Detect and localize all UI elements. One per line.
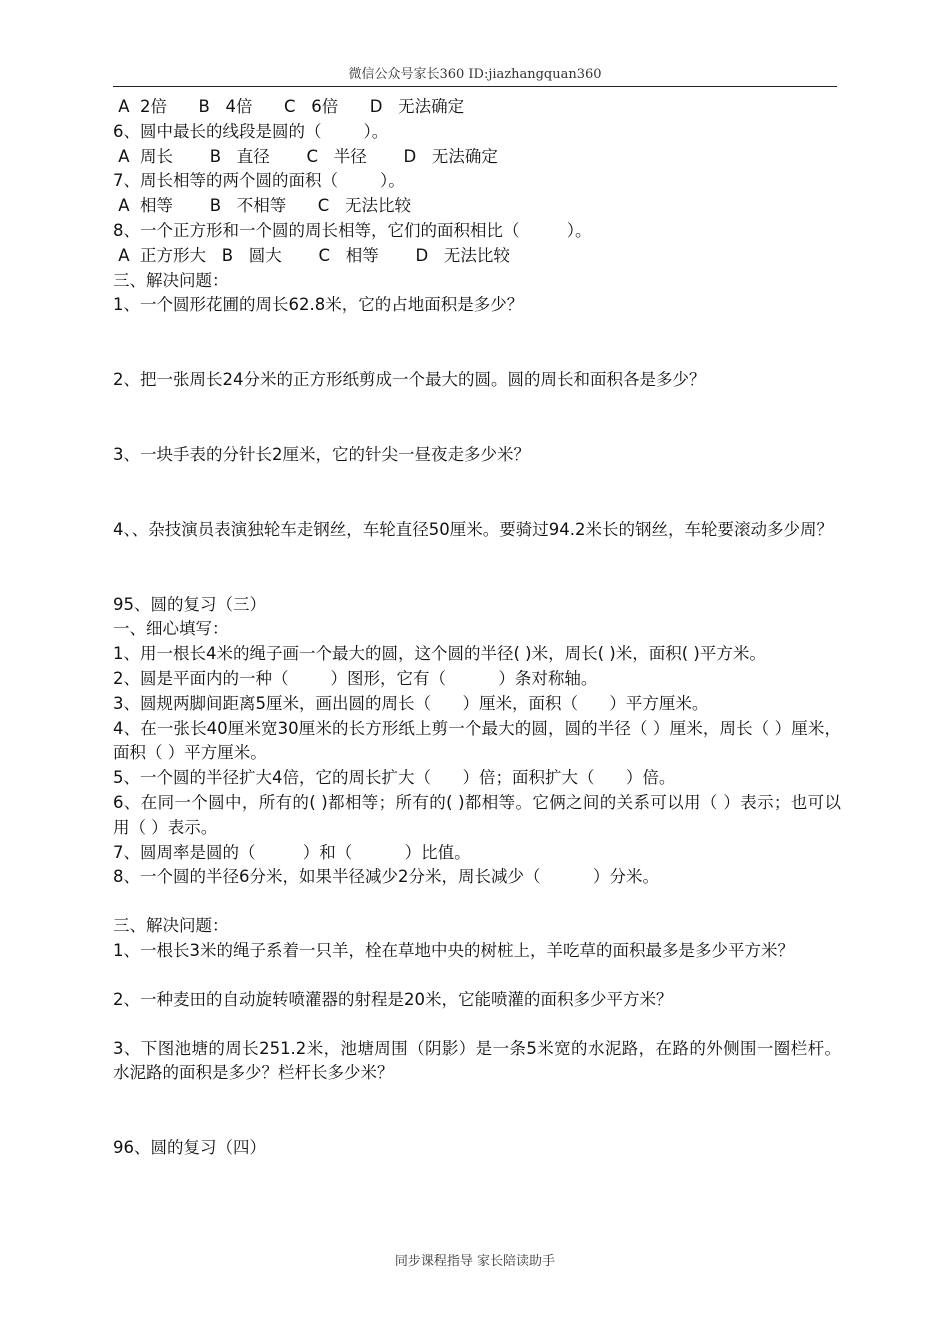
problem-4: 4、、杂技演员表演独轮车走钢丝，车轮直径50厘米。要骑过94.2米长的钢丝，车轮要滚动多少周？ xyxy=(113,519,833,539)
page-header: 微信公众号家长360 ID:jiazhangquan360 xyxy=(348,67,602,82)
section-95-title: 95、圆的复习（三） xyxy=(113,594,266,614)
problem-1: 1、一个圆形花圃的周长62.8米，它的占地面积是多少？ xyxy=(113,295,524,315)
question-8: 8、一个正方形和一个圆的周长相等，它们的面积相比（ ）。 xyxy=(113,220,592,240)
page-footer: 同步课程指导 家长陪读助手 xyxy=(394,1254,556,1269)
fill-item-4: 4、在一张长40厘米宽30厘米的长方形纸上剪一个最大的圆，圆的半径（ ）厘米，周长（ ）厘米，面积（ ）平方厘米。 xyxy=(113,718,841,763)
fill-item-5: 5、一个圆的半径扩大4倍，它的周长扩大（ ）倍；面积扩大（ ）倍。 xyxy=(113,768,676,788)
choice-options-7: A 相等 B 不相等 C 无法比较 xyxy=(113,196,412,216)
question-6: 6、圆中最长的线段是圆的（ ）。 xyxy=(113,121,389,141)
solve-item-2: 2、一种麦田的自动旋转喷灌器的射程是20米，它能喷灌的面积多少平方米？ xyxy=(113,989,673,1009)
choice-options-5: A 2倍 B 4倍 C 6倍 D 无法确定 xyxy=(113,97,465,116)
solve-item-3: 3、下图池塘的周长251.2米，池塘周围（阴影）是一条5米宽的水泥路，在路的外侧围一圈栏杆。水泥路的面积是多少？栏杆长多少米？ xyxy=(113,1038,841,1083)
fill-item-1: 1、用一根长4米的绳子画一个最大的圆，这个圆的半径( )米，周长( )米，面积( )平方米。 xyxy=(113,644,766,664)
fill-heading: 一、细心填写： xyxy=(113,619,229,639)
section-heading-solve: 三、解决问题： xyxy=(113,270,229,290)
document-body xyxy=(113,95,841,1161)
fill-item-2: 2、圆是平面内的一种（ ）图形，它有（ ）条对称轴。 xyxy=(113,668,598,688)
choice-options-6: A 周长 B 直径 C 半径 D 无法确定 xyxy=(113,146,498,166)
header-rule xyxy=(113,86,837,87)
fill-item-7: 7、圆周率是圆的（ ）和（ ）比值。 xyxy=(113,842,471,862)
problem-2: 2、把一张周长24分米的正方形纸剪成一个最大的圆。圆的周长和面积各是多少？ xyxy=(113,370,706,390)
solve-heading: 三、解决问题： xyxy=(113,916,229,936)
fill-item-3: 3、圆规两脚间距离5厘米，画出圆的周长（ ）厘米，面积（ ）平方厘米。 xyxy=(113,693,709,713)
section-96-title: 96、圆的复习（四） xyxy=(113,1138,266,1158)
solve-item-1: 1、一根长3米的绳子系着一只羊，栓在草地中央的树桩上，羊吃草的面积最多是多少平方米？ xyxy=(113,940,794,960)
fill-item-8: 8、一个圆的半径6分米，如果半径减少2分米，周长减少（ ）分米。 xyxy=(113,867,659,887)
problem-3: 3、一块手表的分针长2厘米，它的针尖一昼夜走多少米？ xyxy=(113,444,530,464)
choice-options-8: A 正方形大 B 圆大 C 相等 D 无法比较 xyxy=(113,245,510,265)
question-7: 7、周长相等的两个圆的面积（ ）。 xyxy=(113,171,405,191)
fill-item-6: 6、在同一个圆中，所有的( )都相等；所有的( )都相等。它俩之间的关系可以用（ ）表示；也可以用（ ）表示。 xyxy=(113,792,841,837)
